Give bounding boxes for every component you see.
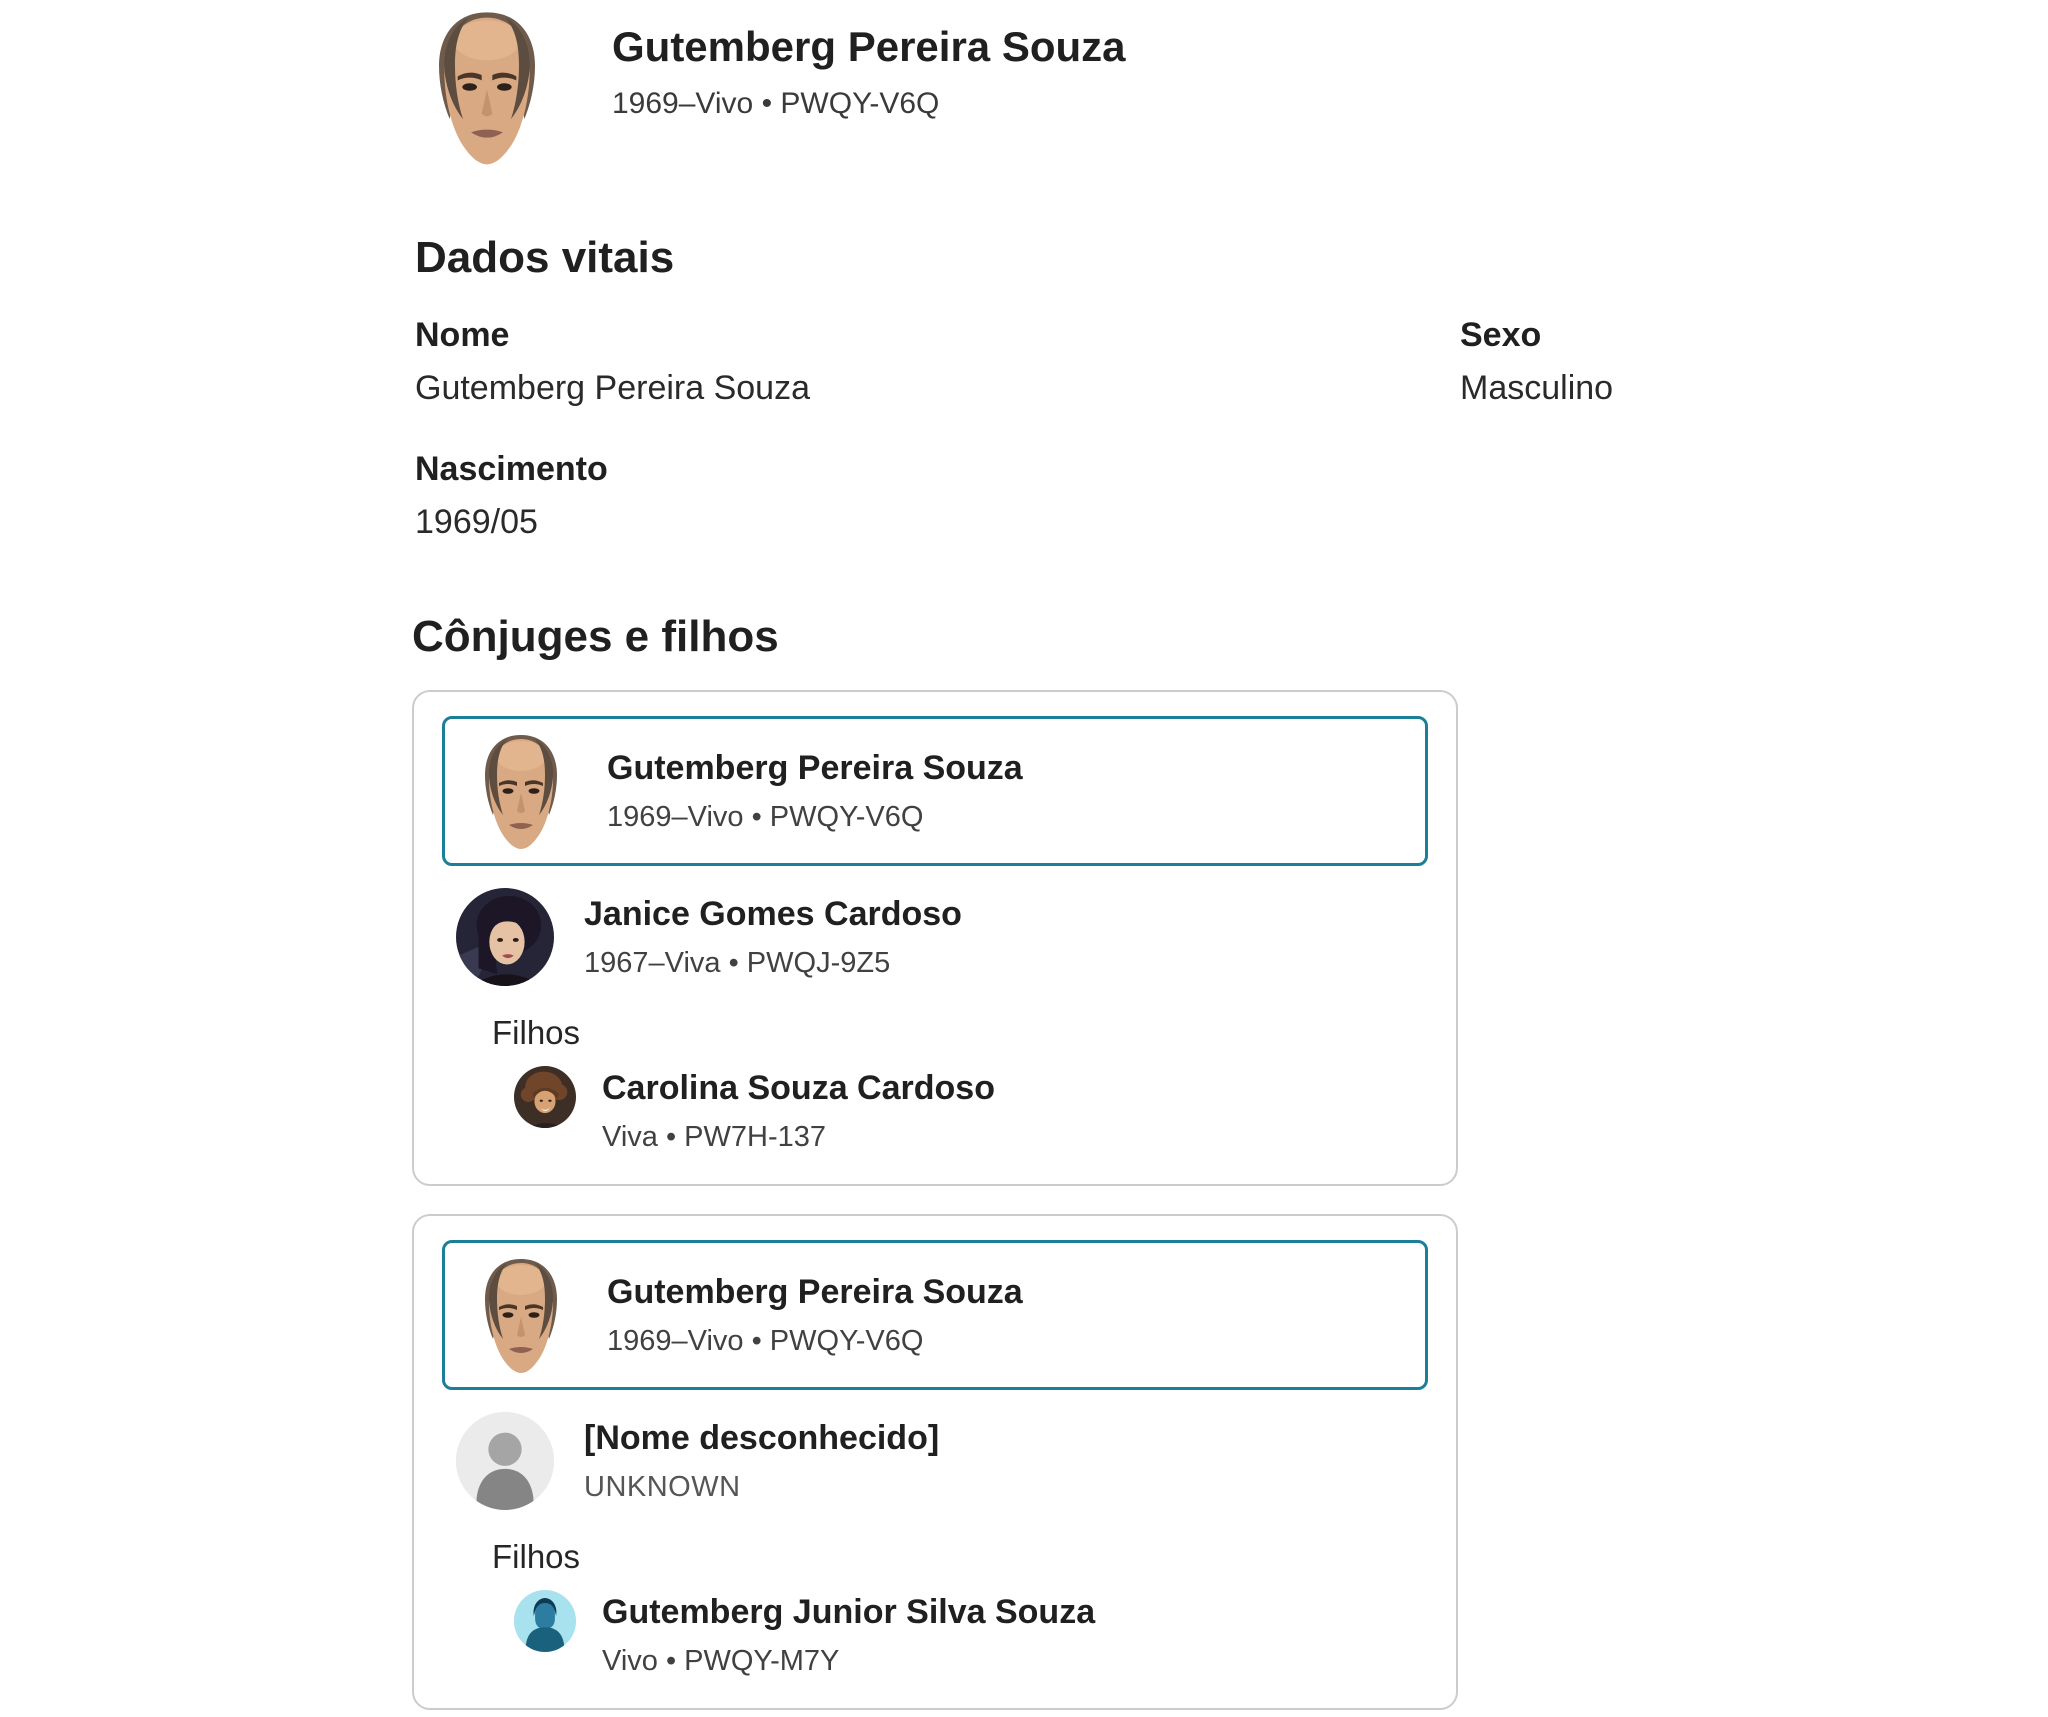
field-name-value: Gutemberg Pereira Souza (415, 368, 810, 407)
child-detail: Viva • PW7H-137 (602, 1120, 826, 1153)
person-lifespan-and-id: 1969–Vivo • PWQY-V6Q (612, 87, 940, 121)
field-sex-value: Masculino (1460, 368, 1614, 407)
vitals-heading: Dados vitais (415, 233, 675, 282)
male-photo-cutout-icon (471, 1253, 571, 1377)
vitals-section (415, 233, 2048, 542)
primary-person-name: Gutemberg Pereira Souza (607, 749, 1023, 788)
primary-person-name: Gutemberg Pereira Souza (607, 1273, 1023, 1312)
primary-person-detail: 1969–Vivo • PWQY-V6Q (607, 801, 924, 834)
field-name (415, 316, 1460, 408)
vitals-fields (415, 316, 2048, 542)
child-name: Carolina Souza Cardoso (602, 1069, 995, 1108)
selected-person-box[interactable] (442, 1240, 1428, 1390)
families-heading: Cônjuges e filhos (412, 611, 779, 661)
page-title-person-name: Gutemberg Pereira Souza (612, 23, 1126, 70)
spouse-name: [Nome desconhecido] (584, 1419, 940, 1458)
person-header-text (612, 7, 1126, 169)
spouse-row[interactable] (442, 882, 1428, 986)
children-label: Filhos (492, 1537, 581, 1575)
selected-person-box[interactable] (442, 716, 1428, 866)
couple-card (412, 1214, 1458, 1710)
female-photo-icon (456, 888, 554, 986)
field-birth (415, 450, 1460, 542)
child-detail: Vivo • PWQY-M7Y (602, 1644, 840, 1677)
person-header (404, 7, 2048, 169)
male-photo-cutout-icon (471, 729, 571, 853)
families-section (412, 612, 1458, 1710)
child-row[interactable] (514, 1590, 1428, 1678)
child-row[interactable] (514, 1066, 1428, 1154)
field-sex-label: Sexo (1460, 315, 1542, 354)
female-photo-icon (514, 1066, 576, 1128)
spouse-row[interactable] (442, 1406, 1428, 1510)
field-birth-value: 1969/05 (415, 502, 538, 541)
field-name-label: Nome (415, 315, 510, 354)
male-photo-cutout-icon (404, 7, 570, 167)
living-male-silhouette-icon (514, 1590, 576, 1652)
spouse-detail: UNKNOWN (584, 1470, 741, 1503)
spouse-name: Janice Gomes Cardoso (584, 895, 962, 934)
primary-person-detail: 1969–Vivo • PWQY-V6Q (607, 1324, 924, 1357)
unknown-person-icon (456, 1412, 554, 1510)
couple-card (412, 690, 1458, 1186)
children-label: Filhos (492, 1014, 581, 1052)
person-portrait-photo[interactable] (404, 7, 570, 167)
child-name: Gutemberg Junior Silva Souza (602, 1592, 1096, 1631)
field-sex (1460, 316, 2048, 408)
spouse-detail: 1967–Viva • PWQJ-9Z5 (584, 947, 891, 980)
field-birth-label: Nascimento (415, 449, 608, 488)
